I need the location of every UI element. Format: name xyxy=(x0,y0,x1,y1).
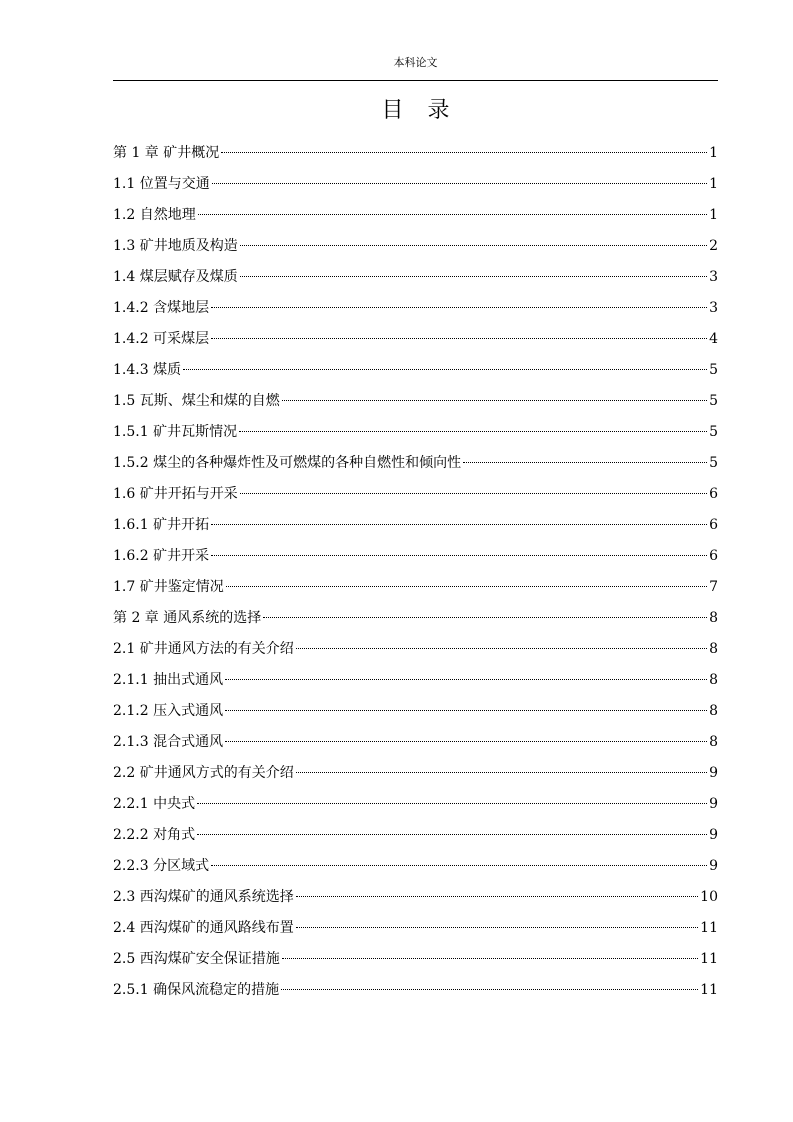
toc-entry-label: 1.4.2 可采煤层 xyxy=(113,331,210,347)
toc-leader-dots xyxy=(211,338,707,339)
toc-entry[interactable] xyxy=(113,358,718,389)
toc-entry[interactable] xyxy=(113,234,718,265)
toc-leader-dots xyxy=(211,555,707,556)
toc-entry-page: 8 xyxy=(709,641,718,657)
toc-entry-label: 2.5.1 确保风流稳定的措施 xyxy=(113,982,280,998)
toc-entry-page: 5 xyxy=(709,393,718,409)
toc-entry-label: 1.6.2 矿井开采 xyxy=(113,548,210,564)
toc-entry-label: 2.2.2 对角式 xyxy=(113,827,196,843)
toc-entry-page: 6 xyxy=(709,486,718,502)
toc-entry[interactable] xyxy=(113,389,718,420)
toc-entry-page: 9 xyxy=(709,765,718,781)
toc-entry-label: 2.1 矿井通风方法的有关介绍 xyxy=(113,641,294,657)
toc-leader-dots xyxy=(281,989,698,990)
toc-entry[interactable] xyxy=(113,947,718,978)
toc-entry-label: 第 1 章 矿井概况 xyxy=(113,145,220,161)
toc-entry[interactable] xyxy=(113,482,718,513)
toc-entry-page: 5 xyxy=(709,455,718,471)
toc-leader-dots xyxy=(183,369,707,370)
toc-entry[interactable] xyxy=(113,606,718,637)
toc-leader-dots xyxy=(225,741,707,742)
toc-entry-label: 2.1.2 压入式通风 xyxy=(113,703,224,719)
toc-entry-label: 2.1.1 抽出式通风 xyxy=(113,672,224,688)
toc-entry-page: 8 xyxy=(709,610,718,626)
toc-entry-page: 9 xyxy=(709,858,718,874)
toc-entry-page: 1 xyxy=(709,176,718,192)
toc-leader-dots xyxy=(226,586,707,587)
toc-leader-dots xyxy=(296,648,707,649)
toc-entry[interactable] xyxy=(113,172,718,203)
toc-entry[interactable] xyxy=(113,699,718,730)
toc-leader-dots xyxy=(296,896,698,897)
toc-entry-label: 2.1.3 混合式通风 xyxy=(113,734,224,750)
toc-entry[interactable] xyxy=(113,265,718,296)
toc-entry-label: 1.4 煤层赋存及煤质 xyxy=(113,269,238,285)
toc-entry-label: 1.5.2 煤尘的各种爆炸性及可燃煤的各种自燃性和倾向性 xyxy=(113,455,462,471)
toc-leader-dots xyxy=(225,679,707,680)
toc-leader-dots xyxy=(211,865,707,866)
toc-leader-dots xyxy=(212,183,707,184)
page-title: 目录 xyxy=(381,98,474,123)
toc-entry-page: 3 xyxy=(709,300,718,316)
toc-leader-dots xyxy=(263,617,707,618)
toc-leader-dots xyxy=(211,307,707,308)
toc-entry[interactable] xyxy=(113,823,718,854)
table-of-contents xyxy=(113,141,718,1009)
toc-entry[interactable] xyxy=(113,575,718,606)
toc-entry[interactable] xyxy=(113,916,718,947)
toc-leader-dots xyxy=(282,400,707,401)
toc-leader-dots xyxy=(221,152,707,153)
toc-entry-page: 11 xyxy=(700,982,718,998)
toc-leader-dots xyxy=(240,493,707,494)
toc-leader-dots xyxy=(282,958,698,959)
toc-entry[interactable] xyxy=(113,141,718,172)
toc-entry[interactable] xyxy=(113,513,718,544)
toc-entry[interactable] xyxy=(113,420,718,451)
toc-entry-label: 2.3 西沟煤矿的通风系统选择 xyxy=(113,889,294,905)
toc-entry-page: 11 xyxy=(700,951,718,967)
toc-entry-label: 1.2 自然地理 xyxy=(113,207,196,223)
toc-entry-page: 2 xyxy=(709,238,718,254)
toc-entry-page: 3 xyxy=(709,269,718,285)
toc-entry-label: 1.4.2 含煤地层 xyxy=(113,300,210,316)
toc-entry-label: 1.7 矿井鉴定情况 xyxy=(113,579,224,595)
toc-entry[interactable] xyxy=(113,296,718,327)
toc-entry-label: 2.2.3 分区域式 xyxy=(113,858,210,874)
header-rule xyxy=(113,80,718,81)
toc-leader-dots xyxy=(463,462,707,463)
toc-entry[interactable] xyxy=(113,978,718,1009)
toc-entry-page: 8 xyxy=(709,734,718,750)
toc-leader-dots xyxy=(240,276,707,277)
toc-entry[interactable] xyxy=(113,761,718,792)
toc-entry-label: 2.5 西沟煤矿安全保证措施 xyxy=(113,951,280,967)
toc-entry-page: 8 xyxy=(709,672,718,688)
toc-entry-page: 5 xyxy=(709,424,718,440)
toc-entry[interactable] xyxy=(113,327,718,358)
toc-entry-page: 10 xyxy=(700,889,718,905)
toc-entry-page: 11 xyxy=(700,920,718,936)
toc-entry-label: 2.4 西沟煤矿的通风路线布置 xyxy=(113,920,294,936)
toc-entry-label: 1.5.1 矿井瓦斯情况 xyxy=(113,424,238,440)
toc-entry[interactable] xyxy=(113,668,718,699)
toc-entry[interactable] xyxy=(113,637,718,668)
running-header: 本科论文 xyxy=(393,56,438,69)
toc-leader-dots xyxy=(225,710,707,711)
toc-entry[interactable] xyxy=(113,544,718,575)
toc-entry-page: 9 xyxy=(709,796,718,812)
toc-leader-dots xyxy=(197,834,707,835)
toc-entry[interactable] xyxy=(113,885,718,916)
toc-entry-page: 5 xyxy=(709,362,718,378)
toc-leader-dots xyxy=(197,803,707,804)
toc-entry-label: 1.4.3 煤质 xyxy=(113,362,182,378)
toc-entry-page: 6 xyxy=(709,517,718,533)
toc-entry-label: 1.5 瓦斯、煤尘和煤的自燃 xyxy=(113,393,280,409)
toc-entry-page: 4 xyxy=(709,331,718,347)
toc-entry[interactable] xyxy=(113,854,718,885)
toc-leader-dots xyxy=(296,772,707,773)
toc-leader-dots xyxy=(240,245,707,246)
toc-entry[interactable] xyxy=(113,203,718,234)
toc-entry[interactable] xyxy=(113,792,718,823)
toc-leader-dots xyxy=(198,214,707,215)
toc-entry[interactable] xyxy=(113,451,718,482)
toc-entry-label: 1.6 矿井开拓与开采 xyxy=(113,486,238,502)
toc-entry[interactable] xyxy=(113,730,718,761)
toc-entry-page: 8 xyxy=(709,703,718,719)
toc-leader-dots xyxy=(211,524,707,525)
toc-entry-page: 6 xyxy=(709,548,718,564)
toc-leader-dots xyxy=(296,927,698,928)
toc-entry-page: 1 xyxy=(709,145,718,161)
toc-entry-label: 1.6.1 矿井开拓 xyxy=(113,517,210,533)
toc-entry-page: 9 xyxy=(709,827,718,843)
toc-entry-label: 2.2 矿井通风方式的有关介绍 xyxy=(113,765,294,781)
toc-entry-label: 2.2.1 中央式 xyxy=(113,796,196,812)
toc-leader-dots xyxy=(239,431,707,432)
toc-entry-label: 1.1 位置与交通 xyxy=(113,176,210,192)
toc-entry-page: 1 xyxy=(709,207,718,223)
toc-entry-label: 1.3 矿井地质及构造 xyxy=(113,238,238,254)
toc-entry-page: 7 xyxy=(709,579,718,595)
toc-entry-label: 第 2 章 通风系统的选择 xyxy=(113,610,262,626)
